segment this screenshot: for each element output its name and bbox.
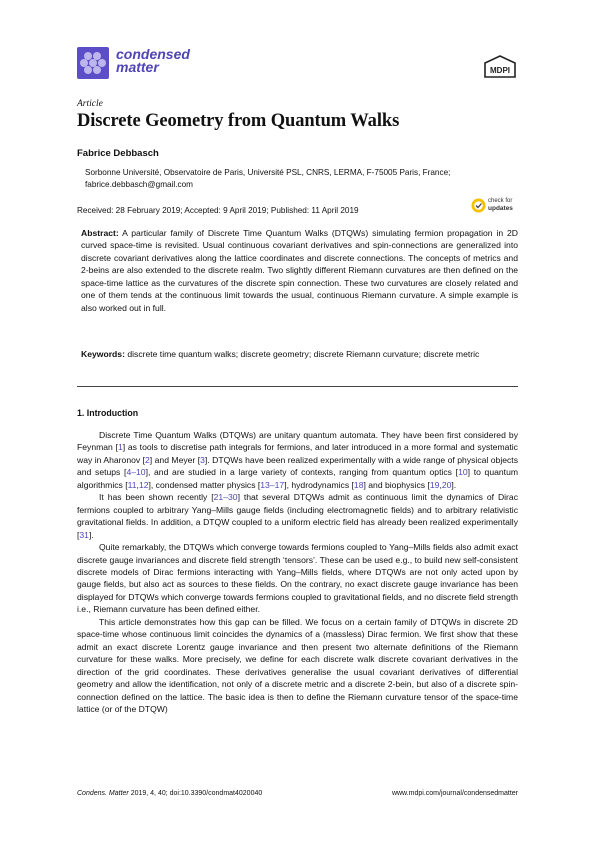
body-text bbox=[77, 429, 518, 715]
abstract bbox=[81, 227, 518, 314]
paragraph-text: ], hydrodynamics [ bbox=[284, 479, 354, 490]
citation-link[interactable]: 31 bbox=[79, 529, 89, 540]
citation-link[interactable]: 20 bbox=[441, 479, 452, 490]
affiliation-line1: Sorbonne Université, Observatoire de Paris, Université PSL, CNRS, LERMA, F-75005 Paris, France; bbox=[85, 168, 451, 177]
paragraph-text: ] as tools to discretise path integrals for fermions, and later introduced in a more formal and systematic way in Aharonov [ bbox=[77, 442, 518, 465]
keywords-label: Keywords: bbox=[81, 349, 125, 359]
check-for-updates-icon bbox=[471, 197, 486, 214]
paragraph-text: , bbox=[136, 479, 139, 490]
paragraph bbox=[77, 429, 518, 491]
journal-name-line1: condensed bbox=[116, 46, 190, 62]
paragraph-text: ]. bbox=[451, 479, 457, 490]
mdpi-logo-text: MDPI bbox=[490, 66, 510, 75]
paragraph-text: , bbox=[439, 479, 442, 490]
article-type: Article bbox=[77, 99, 103, 109]
citation-link[interactable]: 10 bbox=[458, 467, 468, 478]
citation-link[interactable]: 2 bbox=[145, 454, 150, 465]
section-heading: 1. Introduction bbox=[77, 408, 139, 418]
paragraph bbox=[77, 616, 518, 716]
citation-link[interactable]: 18 bbox=[353, 479, 364, 490]
citation-link[interactable]: 13–17 bbox=[260, 479, 285, 490]
check-for-label: check for bbox=[488, 198, 513, 204]
paragraph-text: This article demonstrates how this gap can be filled. We focus on a certain family of DTQWs in discrete 2D space-time whose continuous limit coincides the dynamics of a (massless) Dirac fermion. We first show that these admit an exact discrete Lorentz gauge invariance and then present two alternate definitions of the Riemann curvature for these walks. More precisely, we define for each discrete walk discrete covariant derivatives in the direction of the grid coordinates. These derivatives generalise the usual covariant derivatives of differential geometry and allow the identification, not only of a discrete metric and a discrete 2-bein, but also of a discrete spin-connection defined on the lattice. The basic idea is then to define the Riemann curvature tensor of the space-time lattice (or of the DTQW) bbox=[77, 616, 518, 714]
footer-citation bbox=[77, 790, 262, 797]
divider bbox=[77, 386, 518, 387]
citation-link[interactable]: 11 bbox=[127, 479, 137, 490]
paragraph-text: Quite remarkably, the DTQWs which converge towards fermions coupled to Yang–Mills fields also admit exact discrete gauge invariances and discrete field strength ‘tensors’. These can be used e.g., to build new self-consistent discrete models of Dirac fermions interacting with Yang–Mills fields, where DTQWs are not only acted upon by gauge fields, but also act as sources to these fields. On the contrary, no exact discrete gauge invariance has been displayed for DTQWs which converge towards fermions coupled to gravitational fields, and no discrete field strength i.e., Riemann curvature has been defined either. bbox=[77, 542, 518, 615]
footer-citation-text: 2019, 4, 40; doi:10.3390/condmat4020040 bbox=[128, 790, 263, 797]
keywords bbox=[81, 348, 518, 360]
paragraph-text: ] and biophysics [ bbox=[363, 479, 430, 490]
paragraph bbox=[77, 541, 518, 616]
paragraph-text: ] that several DTQWs admit as continuous limit the dynamics of Dirac fermions coupled to arbitrary Yang–Mills gauge fields (including electromagnetic fields) and to arbitrary relativistic gravitational fields. In addition, a DTQW coupled to a uniform electric field has already been realized experimentally [ bbox=[77, 492, 518, 540]
affiliation bbox=[85, 167, 515, 191]
paragraph-text: Discrete Time Quantum Walks (DTQWs) are unitary quantum automata. They have been first considered by Feynman [ bbox=[77, 430, 518, 453]
paragraph-text: ], condensed matter physics [ bbox=[148, 479, 261, 490]
paragraph-text: ] to quantum algorithmics [ bbox=[77, 467, 519, 490]
paragraph-text: ] and Meyer [ bbox=[149, 454, 201, 465]
footer-journal-abbrev: Condens. Matter bbox=[77, 790, 129, 797]
citation-link[interactable]: 4–10 bbox=[126, 467, 146, 478]
page-title: Discrete Geometry from Quantum Walks bbox=[77, 111, 400, 131]
citation-link[interactable]: 19 bbox=[429, 479, 440, 490]
keywords-text: discrete time quantum walks; discrete geometry; discrete Riemann curvature; discrete metric bbox=[127, 349, 480, 359]
paragraph-text: ]. bbox=[88, 529, 94, 540]
mdpi-logo-icon bbox=[483, 55, 517, 79]
citation-link[interactable]: 3 bbox=[200, 454, 205, 465]
journal-logo-icon bbox=[77, 47, 109, 79]
footer-url[interactable]: www.mdpi.com/journal/condensedmatter bbox=[391, 790, 518, 797]
author-name: Fabrice Debbasch bbox=[77, 148, 159, 159]
journal-name bbox=[116, 48, 190, 74]
paragraph-text: ]. DTQWs have been realized experimentally with a wide range of physical objects and setups [ bbox=[77, 454, 518, 478]
publication-dates: Received: 28 February 2019; Accepted: 9 April 2019; Published: 11 April 2019 bbox=[77, 206, 359, 215]
citation-link[interactable]: 21–30 bbox=[213, 492, 238, 503]
abstract-text: A particular family of Discrete Time Quantum Walks (DTQWs) simulating fermion propagation in 2D curved space-time is revisited. Usual continuous covariant derivatives and spin-connections are generalized into discrete covariant derivatives along the lattice coordinates and discrete connections. The concepts of metrics and 2-beins are also extended to the discrete realm. Two slightly different Riemann curvatures are then defined on the space-time lattice as the curvatures of the discrete spin connection. These two curvatures are closely related and one of them tends at the continuous limit towards the usual, continuous Riemann curvature. A simple example is also worked out in full. bbox=[81, 228, 518, 313]
journal-name-line2: matter bbox=[116, 59, 159, 75]
citation-link[interactable]: 1 bbox=[117, 442, 123, 453]
abstract-label: Abstract: bbox=[81, 228, 119, 238]
author-email[interactable]: fabrice.debbasch@gmail.com bbox=[85, 180, 193, 189]
check-for-updates-badge[interactable] bbox=[471, 197, 521, 215]
paragraph-text: It has been shown recently [ bbox=[99, 492, 214, 503]
citation-link[interactable]: 12 bbox=[138, 479, 149, 490]
paragraph-text: ], and are studied in a large variety of contexts, ranging from quantum optics [ bbox=[145, 467, 459, 478]
paragraph bbox=[77, 491, 518, 541]
updates-label: updates bbox=[488, 205, 513, 212]
